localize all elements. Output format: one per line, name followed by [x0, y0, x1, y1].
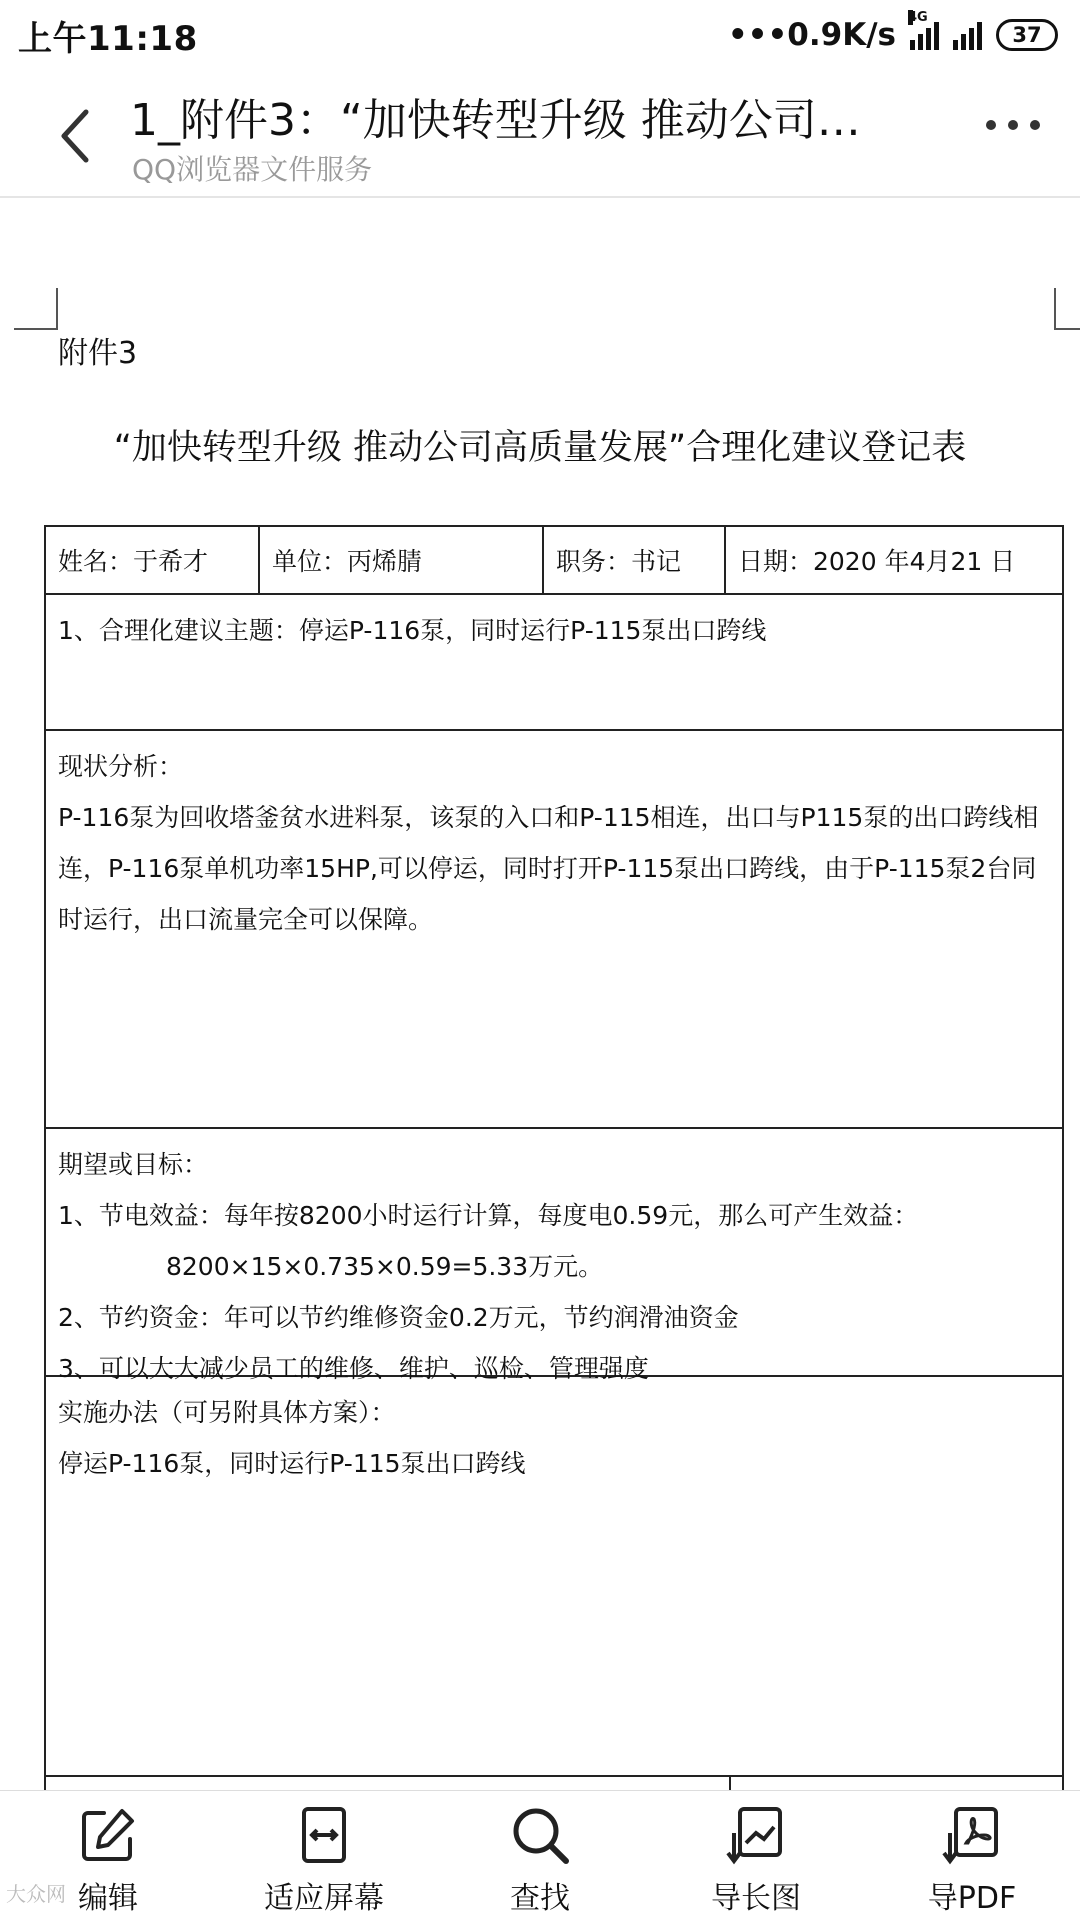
export-pdf-label: 导PDF — [927, 1881, 1017, 1916]
goal-item-1: 1、节电效益：每年按8200小时运行计算，每度电0.59元，那么可产生效益： — [58, 1201, 919, 1230]
app-header — [0, 72, 1080, 198]
search-label: 查找 — [510, 1881, 570, 1916]
goal-section — [46, 1129, 1062, 1383]
watermark: 大众网 — [6, 1882, 66, 1906]
bottom-toolbar — [0, 1790, 1080, 1921]
export-image-label: 导长图 — [711, 1881, 801, 1916]
more-button[interactable] — [986, 120, 1040, 130]
name-cell: 姓名：于希才 — [46, 527, 260, 593]
network-type-label: 4G — [908, 10, 928, 25]
export-pdf-icon — [940, 1803, 1004, 1867]
topic-text: 1、合理化建议主题：停运P-116泵，同时运行P-115泵出口跨线 — [58, 616, 767, 645]
back-button[interactable] — [50, 96, 110, 176]
analysis-heading: 现状分析： — [58, 752, 184, 781]
analysis-section — [46, 731, 1062, 1129]
search-button[interactable] — [432, 1791, 648, 1921]
more-dots-icon — [986, 120, 996, 130]
attachment-label: 附件3 — [58, 336, 138, 371]
goal-item-2: 2、节约资金：年可以节约维修资金0.2万元，节约润滑油资金 — [58, 1303, 739, 1332]
status-bar — [0, 0, 1080, 70]
info-row — [46, 527, 1062, 595]
fit-screen-icon — [292, 1803, 356, 1867]
signal-4g-icon — [908, 10, 939, 50]
position-cell: 职务：书记 — [544, 527, 726, 593]
goal-item-3: 3、可以大大减少员工的维修、维护、巡检、管理强度 — [58, 1354, 649, 1383]
edit-label: 编辑 — [78, 1881, 138, 1916]
battery-level: 37 — [1012, 23, 1042, 47]
export-image-button[interactable] — [648, 1791, 864, 1921]
export-image-icon — [724, 1803, 788, 1867]
edit-icon — [76, 1803, 140, 1867]
chevron-left-icon — [50, 96, 110, 176]
signal-icon — [953, 20, 982, 50]
method-section — [46, 1377, 1062, 1777]
document-source: QQ浏览器文件服务 — [132, 153, 373, 186]
network-speed: •••0.9K/s — [727, 17, 896, 53]
export-pdf-button[interactable] — [864, 1791, 1080, 1921]
battery-icon — [996, 19, 1058, 51]
page-corner-mark-right — [1054, 288, 1080, 330]
document-page[interactable] — [0, 200, 1080, 1790]
date-cell: 日期：2020 年4月21 日 — [738, 547, 1016, 576]
page-corner-mark-left — [14, 288, 58, 330]
form-title: “加快转型升级 推动公司高质量发展”合理化建议登记表 — [113, 428, 967, 468]
method-text: 停运P-116泵，同时运行P-115泵出口跨线 — [58, 1449, 526, 1478]
method-heading: 实施办法（可另附具体方案）： — [58, 1398, 396, 1427]
registration-table — [44, 525, 1064, 1859]
goal-heading: 期望或目标： — [58, 1150, 209, 1179]
goal-formula: 8200×15×0.735×0.59=5.33万元。 — [166, 1252, 604, 1281]
fit-screen-label: 适应屏幕 — [264, 1881, 384, 1916]
topic-section — [46, 595, 1062, 731]
analysis-text: P-116泵为回收塔釜贫水进料泵，该泵的入口和P-115相连，出口与P115泵的出口跨线相连，P-116泵单机功率15HP,可以停运，同时打开P-115泵出口跨线，由于P-115泵2台同时运行，出口流量完全可以保障。 — [58, 803, 1039, 934]
document-title: 1_附件3：“加快转型升级 推动公司… — [130, 95, 861, 146]
fit-screen-button[interactable] — [216, 1791, 432, 1921]
unit-cell: 单位：丙烯腈 — [260, 527, 544, 593]
status-time: 上午11:18 — [18, 18, 198, 59]
search-icon — [508, 1803, 572, 1867]
status-indicators — [727, 10, 1058, 53]
